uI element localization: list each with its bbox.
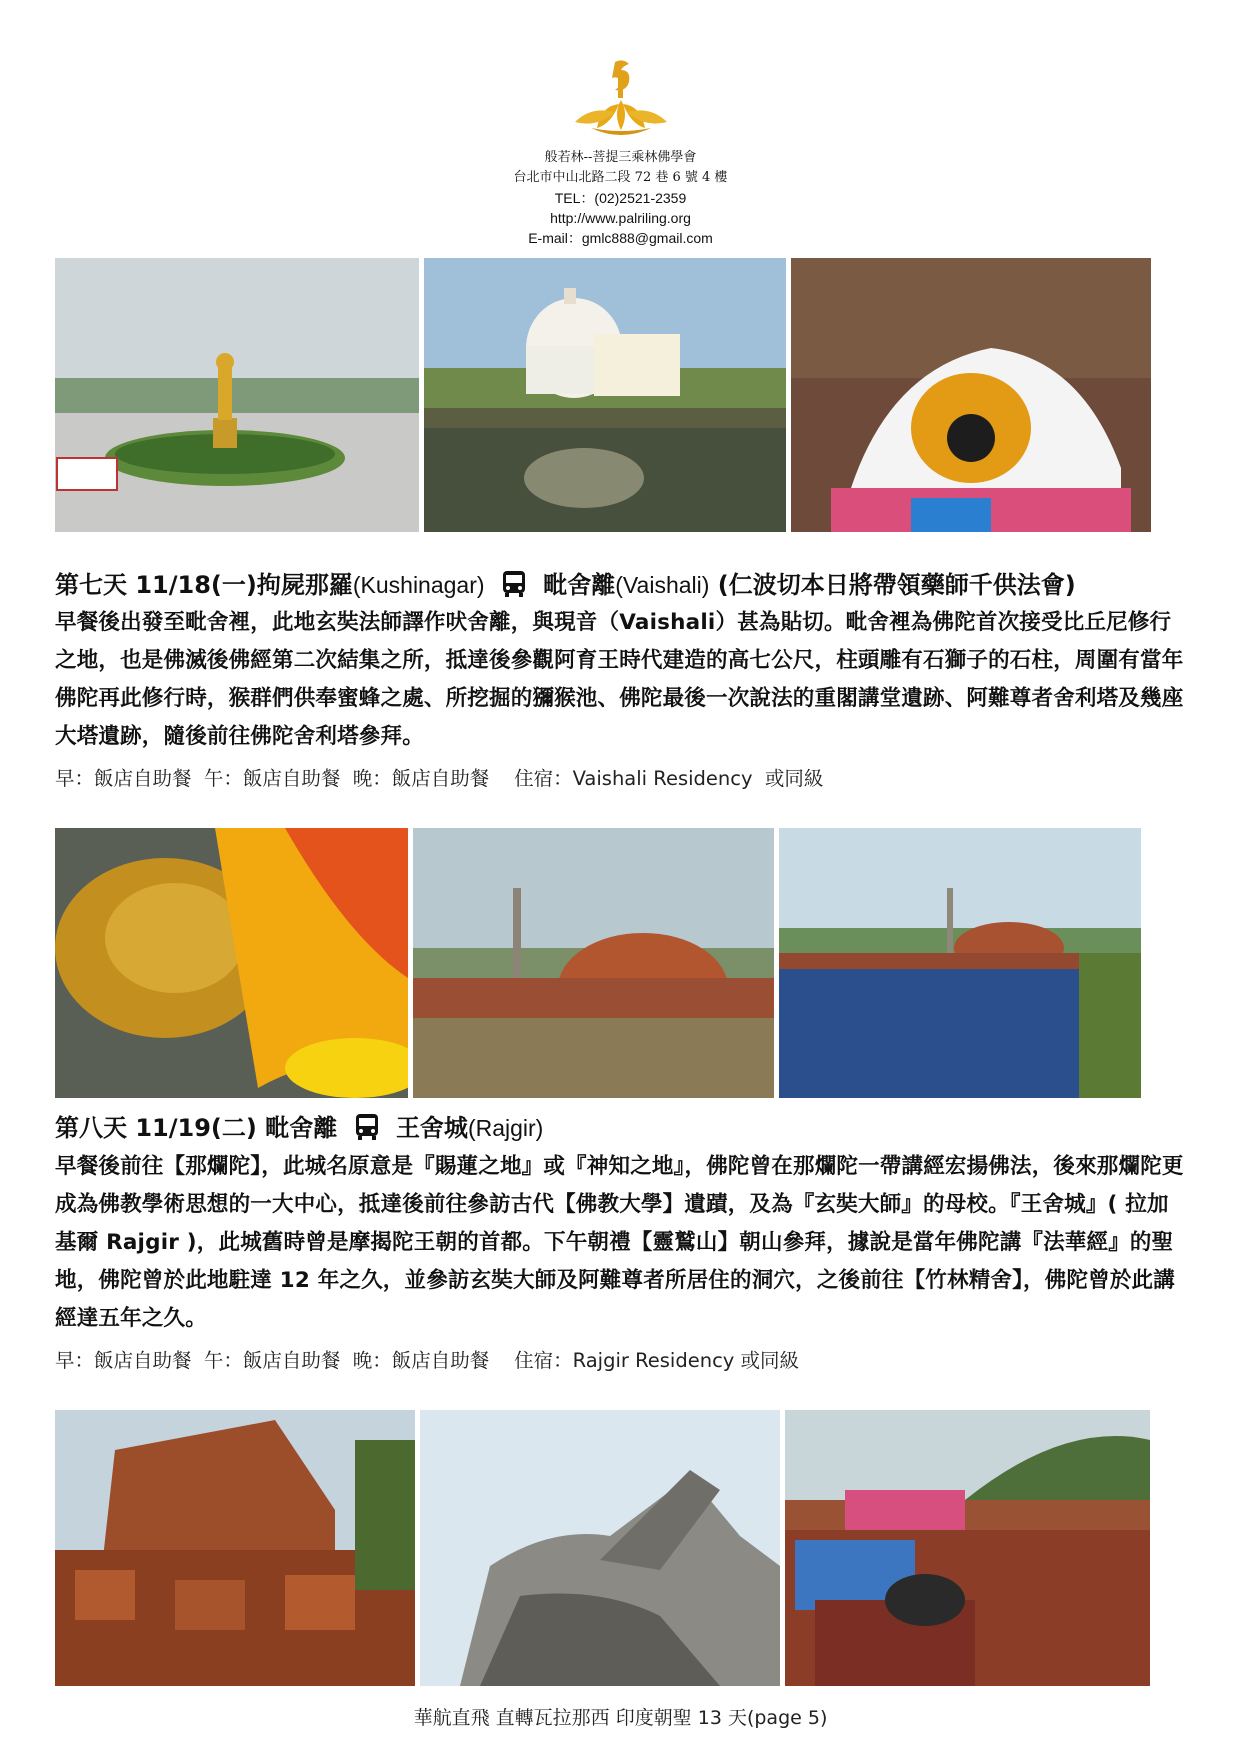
bus-icon: [499, 569, 529, 599]
photo-white-stupa-temple: [424, 258, 786, 532]
org-name: 般若林--菩提三乘林佛學會: [544, 150, 697, 165]
letterhead: [0, 58, 1241, 248]
photo-row-rajgir: [55, 1410, 1150, 1686]
photo-row-day8: [55, 828, 1141, 1098]
day8-title-to: 王舍城: [395, 1114, 468, 1142]
photo-golden-buddha-statue: [55, 258, 419, 532]
org-address: 台北市中山北路二段 72 巷 6 號 4 樓: [513, 170, 728, 185]
day8-title-day: 第八天 11/19(二) 毗舍離: [55, 1114, 338, 1142]
photo-row-day7: [55, 258, 1151, 532]
org-website[interactable]: http://www.palriling.org: [550, 210, 691, 226]
day7-title: [55, 565, 1076, 600]
page-footer: 華航直飛 直轉瓦拉那西 印度朝聖 13 天(page 5): [413, 1707, 828, 1729]
photo-vulture-peak-rock: [420, 1410, 780, 1686]
photo-vulture-peak-summit: [785, 1410, 1150, 1686]
org-tel: TEL：(02)2521-2359: [554, 190, 687, 206]
day7-meals: 早：飯店自助餐 午：飯店自助餐 晚：飯店自助餐 住宿：Vaishali Residency 或同級: [55, 767, 824, 790]
bus-icon: [352, 1112, 382, 1142]
day7-title-day: 第七天 11/18(一)拘屍那羅: [55, 571, 353, 599]
day7-description: 早餐後出發至毗舍裡，此地玄奘法師譯作吠舍離，與現音（Vaishali）甚為貼切。毗舍裡為佛陀首次接受比丘尼修行之地，也是佛滅後佛經第二次結集之所，抵達後參觀阿育王時代建造的高七公尺，柱頭雕有石獅子的石柱，周圍有當年佛陀再此修行時，猴群們供奉蜜蜂之處、所挖掘的獼猴池、佛陀最後一次說法的重閣講堂遺跡、阿難尊者舍利塔及幾座大塔遺跡，隨後前往佛陀舍利塔參拜。: [55, 610, 1184, 749]
org-email[interactable]: E-mail：gmlc888@gmail.com: [528, 230, 713, 246]
day8-meals: 早：飯店自助餐 午：飯店自助餐 晚：飯店自助餐 住宿：Rajgir Residency 或同級: [55, 1349, 800, 1372]
day7-title-to: 毗舍離: [543, 571, 616, 599]
day7-title-from-en: (Kushinagar): [352, 572, 485, 598]
photo-reclining-buddha: [55, 828, 408, 1098]
photo-shrine-marigolds: [791, 258, 1151, 532]
day8-description: 早餐後前往【那爛陀】，此城名原意是『賜蓮之地』或『神知之地』，佛陀曾在那爛陀一帶講經宏揚佛法，後來那爛陀更成為佛教學術思想的一大中心，抵達後前往參訪古代【佛教大學】遺蹟，及為『玄奘大師』的母校。『王舍城』( 拉加基爾 Rajgir )，此城舊時曾是摩揭陀王朝的首都。下午朝禮【靈鷲山】朝山參拜，據說是當年佛陀講『法華經』的聖地，佛陀曾於此地駐達 12 年之久，並參訪玄奘大師及阿難尊者所居住的洞穴，之後前往【竹林精舍】，佛陀曾於此講經達五年之久。: [55, 1154, 1184, 1331]
golden-lotus-logo: [571, 58, 671, 140]
day8-title: [55, 1108, 543, 1143]
photo-pillar-pond-reflection: [779, 828, 1141, 1098]
photo-ashoka-pillar-stupa: [413, 828, 774, 1098]
day8-title-to-en: (Rajgir): [467, 1115, 544, 1141]
day7-title-to-en: (Vaishali): [615, 572, 710, 598]
day7-title-note: (仁波切本日將帶領藥師千供法會): [717, 571, 1076, 599]
photo-nalanda-ruins: [55, 1410, 415, 1686]
